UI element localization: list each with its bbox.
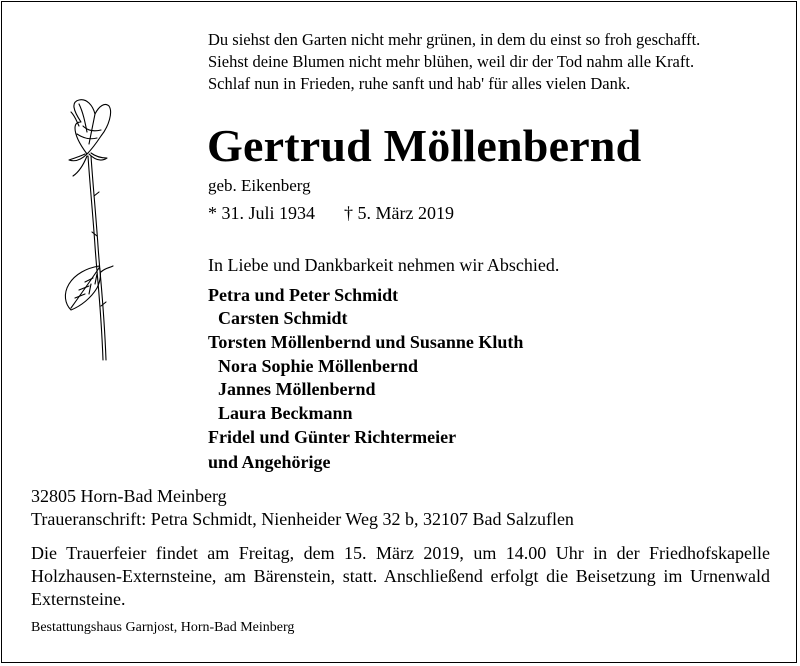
death-date: † 5. März 2019	[344, 203, 454, 223]
mourner: Nora Sophie Möllenbernd	[218, 356, 419, 376]
mourner: Jannes Möllenbernd	[218, 379, 376, 399]
mourner: und Angehörige	[208, 452, 331, 472]
mourner: Carsten Schmidt	[218, 308, 348, 328]
service-info: Die Trauerfeier findet am Freitag, dem 15. März 2019, um 14.00 Uhr in der Friedhofskapelle Holzhausen-Externsteine, am Bärenstein, statt. Anschließend erfolgt die Beisetzung im Urnenwald Externsteine.	[31, 543, 770, 609]
rose-icon	[57, 96, 137, 366]
location: 32805 Horn-Bad Meinberg	[31, 486, 227, 506]
mourner: Laura Beckmann	[218, 403, 353, 423]
birth-date: * 31. Juli 1934	[208, 203, 316, 223]
mourner: Torsten Möllenbernd und Susanne Kluth	[208, 332, 524, 352]
farewell-text: In Liebe und Dankbarkeit nehmen wir Abschied.	[208, 255, 560, 275]
mourner: Petra und Peter Schmidt	[208, 285, 399, 305]
undertaker: Bestattungshaus Garnjost, Horn-Bad Meinberg	[31, 620, 295, 635]
obituary-notice	[1, 1, 797, 663]
poem-line-3: Schlaf nun in Frieden, ruhe sanft und hab' für alles vielen Dank.	[208, 74, 631, 93]
poem-line-2: Siehst deine Blumen nicht mehr blühen, weil dir der Tod nahm alle Kraft.	[208, 52, 695, 71]
poem-line-1: Du siehst den Garten nicht mehr grünen, in dem du einst so froh geschafft.	[208, 30, 701, 49]
mourning-address: Traueranschrift: Petra Schmidt, Nienheider Weg 32 b, 32107 Bad Salzuflen	[31, 509, 574, 529]
mourner: Fridel und Günter Richtermeier	[208, 427, 457, 447]
deceased-name: Gertrud Möllenbernd	[207, 120, 642, 171]
birth-name: geb. Eikenberg	[208, 176, 311, 195]
